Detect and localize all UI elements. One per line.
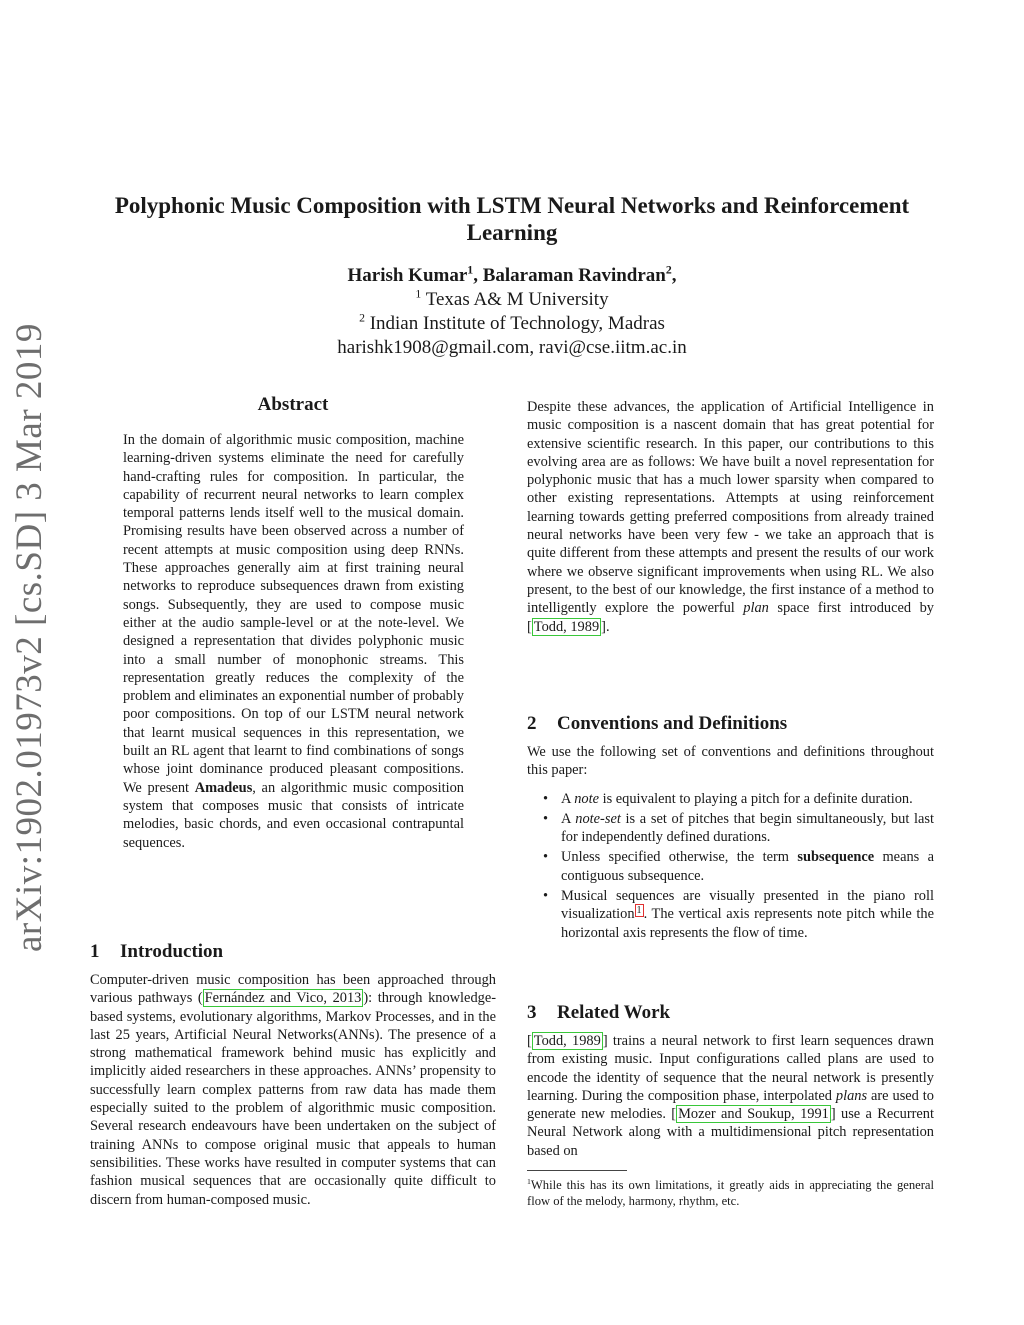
section-heading-conventions: 2 Conventions and Definitions [527, 713, 788, 734]
citation-todd-1989-b[interactable]: Todd, 1989 [533, 1033, 601, 1049]
author-names: Harish Kumar$^1$, Balaraman Ravindran$^2$, [347, 263, 677, 286]
section-related-work [527, 1001, 934, 1160]
arxiv-identifier: arXiv:1902.01973v2 [cs.SD] 3 Mar 2019 [9, 323, 50, 952]
list-item: • Unless specified otherwise, the term subsequence means a contiguous subsequence. [543, 849, 934, 884]
intro-paragraph-2: Despite these advances, the application of Artificial Intelligence in music composition is a nascent domain that has great potential for extensive scientific research. In this paper, our contributions to this evolving area are as follows: We have built a novel representation for polyphonic music that has a much lower sparsity when compared to other existing representations. Attempts at using reinforcement learning towards getting preferred compositions from already trained neural networks have been very few - we take an approach that is quite different from these attempts and present the results of our work where we observe significant improvements when using RL. We also present, to the best of our knowledge, the first instance of a method to intelligently explore the powerful plan space first introduced by [ Todd, 1989 ]. [527, 399, 934, 635]
title-line-1: Polyphonic Music Composition with LSTM Neural Networks and Reinforcement [114, 193, 910, 218]
bullet-icon: • [543, 888, 549, 905]
citation-mozer-soukup[interactable]: Mozer and Soukup, 1991 [678, 1106, 829, 1123]
author-block [0, 264, 1024, 360]
paper-title [80, 192, 944, 246]
author-2-sup: 2 [665, 263, 672, 277]
footnote-1: $^1$While this has its own limitations, it greatly aids in appreciating the general flow of the melody, harmony, rhythm, etc. [527, 1176, 934, 1208]
abstract-body: In the domain of algorithmic music composition, machine learning-driven systems eliminate the need for carefully hand-crafting rules for composition. In particular, the capability of recurrent neural networks to learn complex temporal patterns lends itself well to the musical domain. Promising results have been observed across a number of recent attempts at music composition using deep RNNs. These approaches generally aim at first training neural networks to reproduce subsequences drawn from existing songs. Subsequently, they are used to compose music either at the audio sample-level or at the note-level. We designed a representation that divides polyphonic music into a small number of monophonic streams. This representation greatly reduces the complexity of the problem and eliminates an exponential number of probably poor compositions. On top of our LSTM neural network that learnt musical sequences in this representation, we built an RL agent that learnt to find combinations of songs whose joint dominance produced pleasant compositions. We present Amadeus, an algorithmic music composition system that composes music that consists of intricate melodies, basic chords, and even occasional contrapuntal sequences. [123, 432, 465, 851]
author-1-sup: 1 [467, 263, 474, 277]
conventions-list [527, 790, 934, 942]
bullet-icon: • [543, 790, 549, 807]
list-item: • A note is equivalent to playing a pitch for a definite duration. [543, 790, 913, 807]
list-item: • Musical sequences are visually presented in the piano roll visualization $^1$ . The vertical axis represents note pitch while the horizontal axis represents the flow of time. [543, 888, 934, 941]
footnote-ref-1[interactable]: 1 [636, 904, 642, 916]
affiliation-2: $^2$ Indian Institute of Technology, Madras [359, 311, 665, 334]
footnote-rule [527, 1170, 627, 1171]
title-line-2: Learning [466, 220, 558, 245]
bullet-icon: • [543, 810, 549, 827]
list-item: • A note-set is a set of pitches that begin simultaneously, but last for independently defined durations. [543, 810, 935, 846]
section-introduction [90, 940, 496, 1209]
introduction-paragraph: Computer-driven music composition has been approached through various pathways ( Fernández and Vico, 2013 ): through knowledge-based systems, evolutionary algorithms, Markov Processes, and in the last 25 years, Artificial Neural Networks(ANNs). The presence of a strong mathematical framework behind music has explicitly and implicitly aided researchers in these approaches. ANNs’ propensity to successfully learn complex patterns from raw data has made them especially suited to the problem of algorithmic music composition. Several research endeavours have been undertaken on the subject of training ANNs to compose original music that appeals to human sensibilities. These works have resulted in computer systems that can fashion musical sequences that are occasionally quite difficult to discern from human-composed music. [90, 972, 497, 1208]
related-work-paragraph: [ Todd, 1989 ] trains a neural network to first learn sequences drawn from existing music. Input configurations called plans are used to encode the identity of sequence that the neural network is presently learning. During the composition phase, interpolated plans are used to generate new melodies. [ Mozer and Soukup, 1991 ] use a Recurrent Neural Network along with a multidimensional pitch representation based on [527, 1033, 935, 1159]
citation-todd-1989-a[interactable]: Todd, 1989 [533, 618, 600, 635]
section-heading-related-work: 3 Related Work [527, 1002, 671, 1023]
author-1: Harish Kumar [347, 265, 468, 286]
author-emails: harishk1908@gmail.com, ravi@cse.iitm.ac.in [337, 337, 687, 358]
conventions-intro: We use the following set of conventions and definitions throughout this paper: [527, 744, 934, 779]
affiliation-1: $^1$ Texas A& M University [415, 287, 609, 310]
author-2: Balaraman Ravindran [482, 265, 666, 286]
bullet-icon: • [543, 849, 549, 866]
section-conventions [527, 712, 934, 944]
abstract-heading: Abstract [257, 394, 329, 415]
citation-fernandez-vico[interactable]: Fernández and Vico, 2013 [204, 990, 362, 1007]
right-column [527, 398, 934, 636]
system-name: Amadeus [194, 779, 253, 796]
section-heading-introduction: 1 Introduction [90, 941, 224, 962]
